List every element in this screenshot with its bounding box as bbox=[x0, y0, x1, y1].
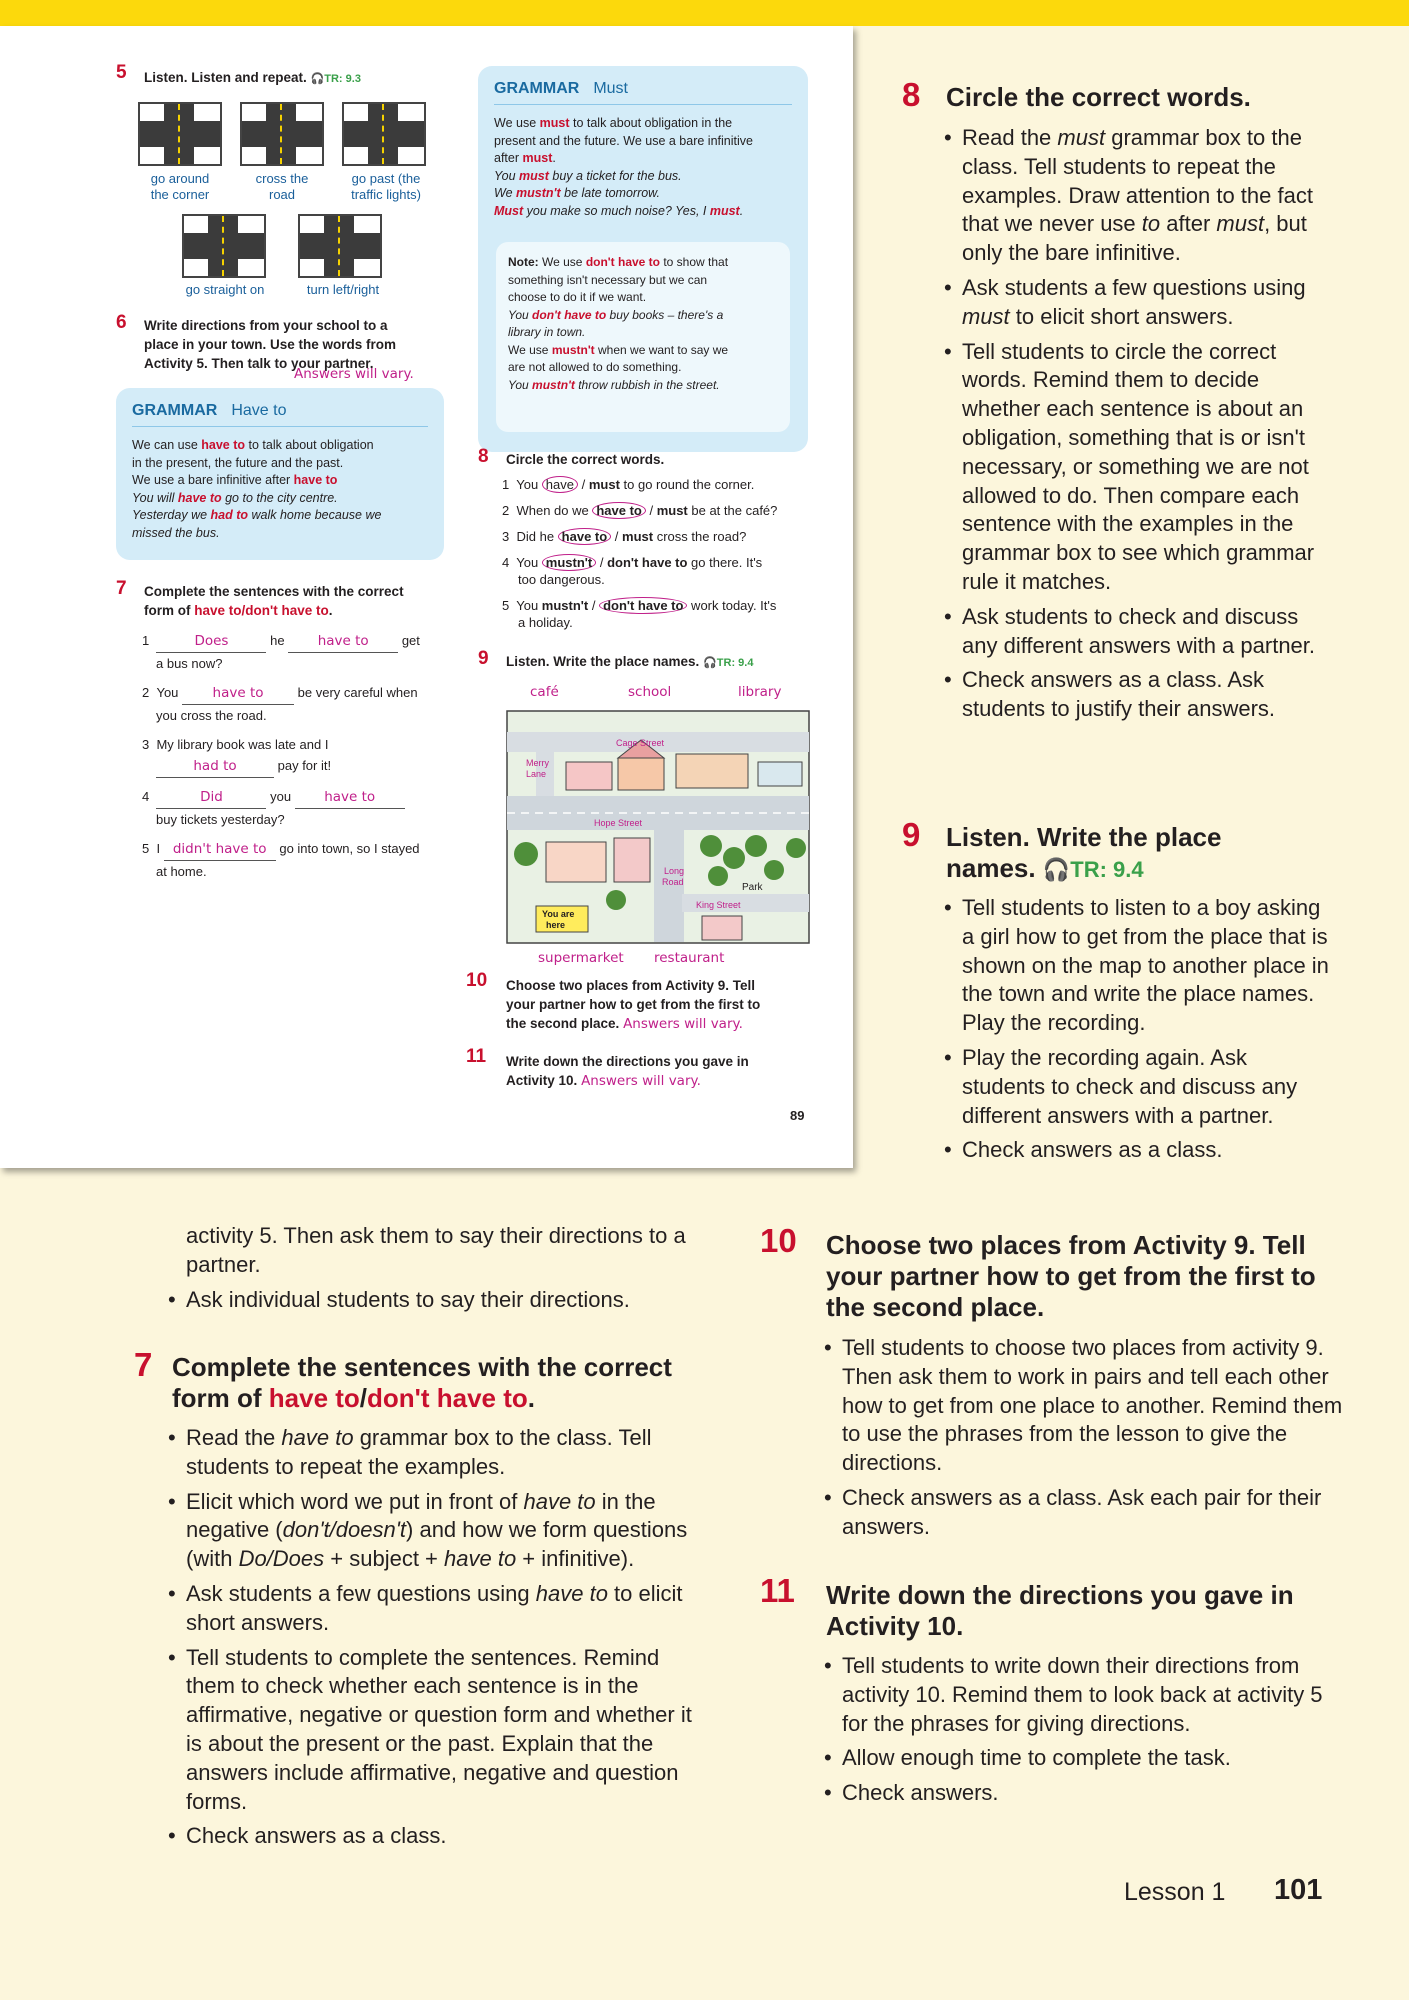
a7-item-1: 1 Does he have to get bbox=[142, 630, 442, 653]
long-label-2: Road bbox=[662, 877, 684, 887]
a7-item-4: 4 Did you have to bbox=[142, 786, 442, 809]
label-cafe: café bbox=[530, 684, 559, 700]
activity-11-instruction: Write down the directions you gave in Activity 10. Answers will vary. bbox=[506, 1054, 749, 1089]
caption-cross-road: cross the road bbox=[255, 171, 309, 202]
you-are-here-1: You are bbox=[542, 909, 575, 919]
bullet: • Play the recording again. Ask students to check and discuss any different answers with a partner. bbox=[944, 1044, 1334, 1130]
lesson-label: Lesson 1 bbox=[1124, 1878, 1226, 1906]
caption-go-past: go past (the traffic lights) bbox=[351, 171, 421, 202]
activity-6-instruction: Write directions from your school to a place in your town. Use the words from Activity 5. Then talk to your partner. bbox=[144, 318, 397, 371]
audio-track[interactable]: 🎧TR: 9.3 bbox=[310, 73, 361, 85]
label-library: library bbox=[738, 684, 782, 700]
bullet: • Elicit which word we put in front of have to in the negative (don't/doesn't) and how we form questions (with Do/Does + subject + have to + infinitive). bbox=[168, 1488, 708, 1574]
bullet: • Tell students to listen to a boy asking a girl how to get from the place that is shown on the map to another place in the town and write the place names. Play the recording. bbox=[944, 894, 1334, 1038]
bullet: • Tell students to complete the sentences. Remind them to check whether each sentence is in the affirmative, negative or question form and whether it is about the present or the past. Explain that the answers include affirmative, negative and question forms. bbox=[168, 1644, 708, 1817]
bullet: • Tell students to choose two places from activity 9. Then ask them to work in pairs and tell each other how to get from one place to another. Remind them to use the phrases from the lesson to give the directions. bbox=[824, 1334, 1344, 1478]
bullet: • Check answers as a class. Ask each pair for their answers. bbox=[824, 1484, 1344, 1542]
caption-turn: turn left/right bbox=[306, 282, 380, 297]
activity-9-instruction: Listen. Write the place names. 🎧TR: 9.4 bbox=[506, 654, 754, 669]
activity-11-number: 11 bbox=[466, 1046, 487, 1067]
activity-8-instruction: Circle the correct words. bbox=[506, 452, 665, 467]
section-11-bullets bbox=[824, 1652, 1344, 1814]
section-8-bullets bbox=[944, 124, 1334, 730]
a7-item-2: 2 You have to be very careful when bbox=[142, 682, 442, 705]
top-color-bar bbox=[0, 0, 1409, 26]
section-10-heading: Choose two places from Activity 9. Tell your partner how to get from the first to the second place. bbox=[826, 1230, 1316, 1322]
bullet: • Check answers as a class. bbox=[944, 1136, 1334, 1165]
caption-straight: go straight on bbox=[185, 282, 265, 297]
section-8-heading: Circle the correct words. bbox=[946, 82, 1251, 112]
a7-item-3: 3 My library book was late and I bbox=[142, 737, 329, 752]
grammar-explanation: We use must to talk about obligation in the present and the future. We use a bare infinitive after must. You must buy a ticket for the bus. We mustn't be late tomorrow. Must you make so much noise? Yes, I must. bbox=[494, 116, 753, 218]
bullet: • Check answers. bbox=[824, 1779, 1344, 1808]
activity-5-number: 5 bbox=[116, 62, 127, 83]
a8-item-5: 5 You mustn't / don't have to work today. It's bbox=[502, 598, 777, 613]
bullet: • Ask individual students to say their directions. bbox=[168, 1286, 708, 1315]
a8-item-2: 2 When do we have to / must be at the café? bbox=[502, 503, 778, 518]
bullet: • Ask students a few questions using must to elicit short answers. bbox=[944, 274, 1334, 332]
section-8-number: 8 bbox=[902, 76, 921, 113]
bullet: • Allow enough time to complete the task. bbox=[824, 1744, 1344, 1773]
town-map bbox=[506, 710, 810, 946]
road-illustration-cross bbox=[240, 102, 324, 166]
audio-track[interactable]: 🎧TR: 9.4 bbox=[703, 657, 754, 669]
grammar-note: Note: We use don't have to to show that something isn't necessary but we can choose to do it if we want. You don't have to buy books – there's a library in town. We use mustn't when we want to say we are not allowed to do something. You mustn't throw rubbish in the street. bbox=[496, 242, 790, 432]
activity-6-answer: Answers will vary. bbox=[294, 366, 414, 382]
section-6-continued: activity 5. Then ask them to say their directions to a partner. bbox=[186, 1223, 686, 1277]
bullet: • Tell students to circle the correct words. Remind them to decide whether each sentence is about an obligation, something that is or isn't necessary, or something we are not allowed to do. Then compare each sentence with the examples in the grammar box to see which grammar rule it matches. bbox=[944, 338, 1334, 597]
activity-8-items: 1 You have / must to go round the corner. 2 When do we have to / must be at the café? 3 Did he have to / must cross the road? 4 You mustn't / don't have to go there. It's too dangerous. 5 You mustn't / don't have to work today. It's a holiday. bbox=[502, 476, 822, 631]
bullet: • Read the have to grammar box to the class. Tell students to repeat the examples. bbox=[168, 1424, 708, 1482]
merry-label-1: Merry bbox=[526, 758, 549, 768]
king-street-label: King Street bbox=[696, 900, 741, 910]
a8-item-4: 4 You mustn't / don't have to go there. It's bbox=[502, 555, 763, 570]
activity-9-number: 9 bbox=[478, 648, 489, 669]
section-11-number: 11 bbox=[760, 1572, 795, 1609]
bullet: • Ask students a few questions using have to to elicit short answers. bbox=[168, 1580, 708, 1638]
activity-10-number: 10 bbox=[466, 970, 488, 991]
activity-6-number: 6 bbox=[116, 312, 127, 333]
bullet: • Check answers as a class. bbox=[168, 1822, 708, 1851]
audio-track[interactable]: 🎧TR: 9.4 bbox=[1042, 857, 1144, 882]
bullet: • Check answers as a class. Ask students to justify their answers. bbox=[944, 666, 1334, 724]
bullet: • Ask students to check and discuss any different answers with a partner. bbox=[944, 603, 1334, 661]
cage-street-label: Cage Street bbox=[616, 738, 665, 748]
road-illustration-straight bbox=[182, 214, 266, 278]
grammar-title: GRAMMAR Must bbox=[494, 80, 628, 97]
section-9-heading: Listen. Write the place names. 🎧TR: 9.4 bbox=[946, 822, 1222, 883]
road-illustration-go-past bbox=[342, 102, 426, 166]
section-10-bullets bbox=[824, 1334, 1344, 1548]
caption-go-around: go around the corner bbox=[150, 171, 210, 202]
activity-7-instruction: Complete the sentences with the correct form of have to/don't have to. bbox=[144, 584, 404, 618]
label-school: school bbox=[628, 684, 672, 700]
student-page-number: 89 bbox=[790, 1108, 805, 1123]
hope-street-label: Hope Street bbox=[594, 818, 643, 828]
section-7-bullets bbox=[168, 1424, 708, 1857]
section-6-bullets bbox=[168, 1286, 708, 1321]
you-are-here-2: here bbox=[546, 920, 566, 930]
section-9-number: 9 bbox=[902, 816, 921, 853]
merry-label-2: Lane bbox=[526, 769, 547, 779]
grammar-box-have-to bbox=[116, 388, 444, 560]
section-7-heading: Complete the sentences with the correct form of have to/don't have to. bbox=[172, 1352, 672, 1413]
activity-8-number: 8 bbox=[478, 446, 489, 467]
long-label-1: Long bbox=[664, 866, 685, 876]
section-9-bullets bbox=[944, 894, 1334, 1171]
page-number: 101 bbox=[1274, 1874, 1323, 1906]
park-label: Park bbox=[742, 882, 763, 893]
label-restaurant: restaurant bbox=[654, 950, 725, 966]
a8-item-3: 3 Did he have to / must cross the road? bbox=[502, 529, 747, 544]
activity-7-number: 7 bbox=[116, 578, 127, 599]
student-book-page bbox=[0, 26, 853, 1168]
section-11-heading: Write down the directions you gave in Activity 10. bbox=[826, 1580, 1294, 1641]
bullet: • Read the must grammar box to the class. Tell students to repeat the examples. Draw attention to the fact that we never use to after must, but only the bare infinitive. bbox=[944, 124, 1334, 268]
section-7-number: 7 bbox=[134, 1346, 153, 1383]
a8-item-1: 1 You have / must to go round the corner. bbox=[502, 477, 755, 492]
grammar-title: GRAMMAR Have to bbox=[132, 402, 287, 419]
a7-item-5: 5 I didn't have to go into town, so I stayed bbox=[142, 838, 442, 861]
bullet: • Tell students to write down their directions from activity 10. Remind them to look back at activity 5 for the phrases for giving directions. bbox=[824, 1652, 1344, 1738]
activity-5-instruction: Listen. Listen and repeat. 🎧TR: 9.3 bbox=[144, 70, 361, 85]
road-illustration-turn bbox=[298, 214, 382, 278]
label-supermarket: supermarket bbox=[538, 950, 624, 966]
road-illustration-go-around bbox=[138, 102, 222, 166]
grammar-explanation: We can use have to to talk about obligation in the present, the future and the past. We use a bare infinitive after have to You will have to go to the city centre. Yesterday we had to walk home because we missed the bus. bbox=[132, 438, 382, 540]
section-10-number: 10 bbox=[760, 1222, 797, 1259]
activity-7-items: 1 Does he have to get a bus now? 2 You have to be very careful when you cross the road. 3 My library book was late and I had to pay for it! 4 Did you have to buy tickets yesterday? 5 I didn't have to go into town, so I stayed at home. bbox=[142, 630, 442, 882]
activity-10-instruction: Choose two places from Activity 9. Tell your partner how to get from the first to the second place. Answers will vary. bbox=[506, 978, 761, 1032]
